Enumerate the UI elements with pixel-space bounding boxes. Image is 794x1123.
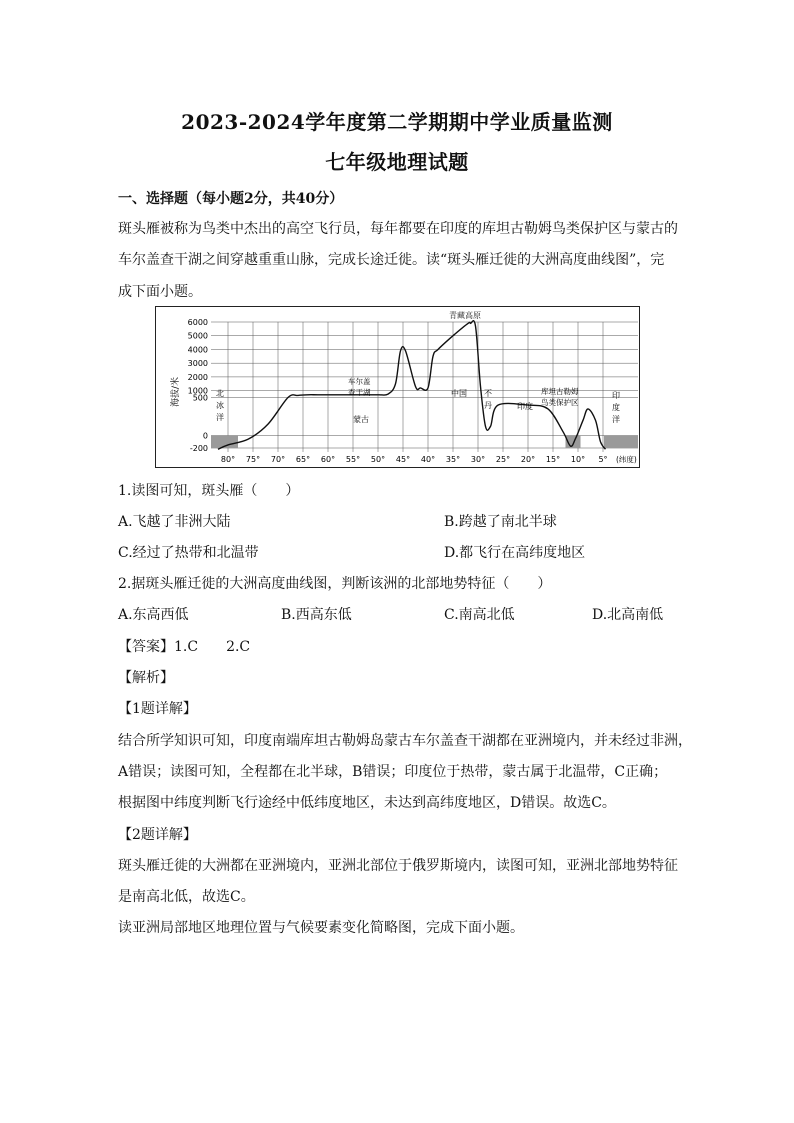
label-bhutan-2: 丹: [484, 401, 492, 410]
q1-option-b: B.跨越了南北半球: [444, 514, 557, 530]
page-title: 2023-2024学年度第二学期期中学业质量监测: [181, 110, 613, 134]
q1-option-d: D.都飞行在高纬度地区: [444, 545, 586, 561]
next-question-intro: 读亚洲局部地区地理位置与气候要素变化简略图，完成下面小题。: [118, 920, 524, 936]
x-tick-label: 65°: [295, 455, 311, 464]
q2-option-c: C.南高北低: [444, 607, 515, 623]
label-bhutan-1: 不: [484, 389, 492, 398]
x-tick-label: 25°: [495, 455, 511, 464]
q1-option-c: C.经过了热带和北温带: [118, 545, 259, 561]
answer-line: 【答案】1.C 2.C: [118, 639, 251, 655]
label-lake-1: 车尔盖: [348, 377, 371, 386]
x-tick-label: 10°: [570, 455, 586, 464]
y-tick-label: 6000: [187, 318, 208, 327]
x-tick-label: 20°: [520, 455, 536, 464]
sea-level-shading: [604, 436, 638, 449]
detail-1-line-2: A错误；读图可知，全程都在北半球，B错误；印度位于热带，蒙古属于北温带，C正确；: [118, 764, 668, 780]
intro-line-3: 成下面小题。: [118, 284, 202, 300]
page-subtitle: 七年级地理试题: [325, 150, 469, 174]
x-tick-label: 70°: [270, 455, 286, 464]
intro-line-2: 车尔盖查干湖之间穿越重重山脉，完成长途迁徙。读“斑头雁迁徙的大洲高度曲线图”，完: [118, 252, 665, 268]
detail-1-line-1: 结合所学知识可知，印度南端库坦古勒姆岛蒙古车尔盖查干湖都在亚洲境内，并未经过非洲，: [118, 733, 692, 749]
intro-line-1: 斑头雁被称为鸟类中杰出的高空飞行员，每年都要在印度的库坦古勒姆鸟类保护区与蒙古的: [118, 221, 678, 237]
label-arctic-2: 冰: [216, 401, 224, 410]
label-indian-ocean-1: 印: [612, 391, 620, 400]
label-indian-ocean-2: 度: [612, 403, 620, 412]
section-heading: 一、选择题（每小题2分，共40分）: [118, 191, 344, 207]
x-tick-label: 30°: [470, 455, 486, 464]
y-tick-label: 4000: [187, 345, 208, 355]
detail-2-heading: 【2题详解】: [118, 827, 197, 843]
label-lake-2: 查干湖: [348, 388, 371, 397]
label-china: 中国: [451, 389, 467, 398]
question-2-stem: 2.据斑头雁迁徙的大洲高度曲线图，判断该洲的北部地势特征（ ）: [118, 576, 552, 592]
label-india: 印度: [517, 402, 533, 411]
y-tick-label: -200: [189, 444, 208, 453]
question-1-stem: 1.读图可知，斑头雁（ ）: [118, 483, 300, 499]
q1-option-a: A.飞越了非洲大陆: [118, 514, 231, 530]
q2-option-d: D.北高南低: [592, 607, 664, 623]
analysis-heading: 【解析】: [118, 670, 174, 686]
detail-1-line-3: 根据图中纬度判断飞行途经中低纬度地区，未达到高纬度地区，D错误。故选C。: [118, 795, 616, 811]
y-tick-label: 1000: [187, 386, 208, 396]
label-reserve-2: 鸟类保护区: [541, 398, 579, 407]
x-tick-label: 15°: [545, 455, 561, 464]
y-tick-label: 0: [202, 431, 208, 441]
x-tick-label: 55°: [345, 455, 361, 464]
x-tick-label: 35°: [445, 455, 461, 464]
label-reserve-1: 库坦古勒姆: [541, 387, 579, 396]
label-indian-ocean-3: 洋: [612, 415, 620, 424]
y-tick-label: 5000: [187, 331, 208, 341]
detail-2-line-1: 斑头雁迁徙的大洲都在亚洲境内，亚洲北部位于俄罗斯境内，读图可知，亚洲北部地势特征: [118, 858, 678, 874]
x-axis-unit: (纬度): [616, 455, 637, 464]
x-tick-label: 50°: [370, 455, 386, 464]
q2-option-b: B.西高东低: [281, 607, 352, 623]
y-tick-label: 3000: [187, 359, 208, 369]
label-mongolia: 蒙古: [353, 415, 369, 424]
detail-1-heading: 【1题详解】: [118, 701, 197, 717]
label-plateau: 青藏高原: [449, 311, 481, 320]
x-tick-label: 5°: [598, 455, 608, 464]
altitude-curve-chart: [155, 306, 640, 468]
x-tick-label: 45°: [395, 455, 411, 464]
x-tick-label: 75°: [245, 455, 261, 464]
label-arctic-3: 洋: [216, 413, 224, 422]
y-axis-label: 海拔/米: [171, 376, 181, 408]
q2-option-a: A.东高西低: [118, 607, 189, 623]
x-tick-label: 40°: [420, 455, 436, 464]
detail-2-line-2: 是南高北低，故选C。: [118, 889, 255, 905]
y-tick-label: 2000: [187, 372, 208, 382]
x-tick-label: 60°: [320, 455, 336, 464]
x-tick-label: 80°: [220, 455, 236, 464]
y-tick-label: 500: [192, 393, 208, 403]
label-arctic-1: 北: [216, 389, 224, 398]
